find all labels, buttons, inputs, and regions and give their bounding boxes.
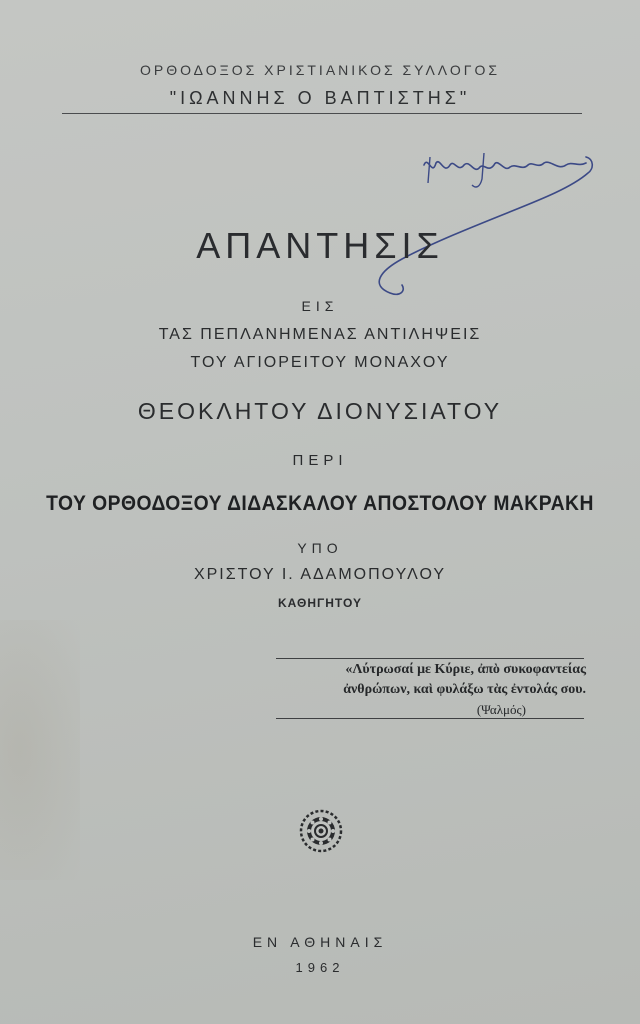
line-monk: ΤΟΥ ΑΓΙΟΡΕΙΤΟΥ ΜΟΝΑΧΟΥ xyxy=(190,354,450,371)
paper-stain xyxy=(0,620,80,880)
epigraph-rule-top xyxy=(276,658,584,659)
header-rule xyxy=(62,113,582,114)
line-ypo: ΥΠΟ xyxy=(297,540,343,556)
line-author-role: ΚΑΘΗΓΗΤΟΥ xyxy=(277,596,362,610)
imprint-place: ΕΝ ΑΘΗΝΑΙΣ xyxy=(252,934,388,950)
handwritten-signature xyxy=(372,135,612,305)
line-monk-name: ΘΕΟΚΛΗΤΟΥ ΔΙΟΝΥΣΙΑΤΟΥ xyxy=(137,398,503,424)
imprint-year: 1962 xyxy=(295,960,345,975)
epigraph-rule-bottom xyxy=(276,718,584,719)
line-subject: ΤΟΥ ΟΡΘΟΔΟΞΟΥ ΔΙΔΑΣΚΑΛΟΥ ΑΠΟΣΤΟΛΟΥ ΜΑΚΡΑΚΗ xyxy=(46,492,594,515)
main-title: ΑΠΑΝΤΗΣΙΣ xyxy=(196,225,444,266)
epigraph-line-2: ἀνθρώπων, καὶ φυλάξω τὰς ἐντολάς σου. xyxy=(343,682,586,697)
line-peri: ΠΕΡΙ xyxy=(292,452,348,469)
rosette-ornament-icon xyxy=(298,808,344,854)
epigraph-attribution: (Ψαλμός) xyxy=(476,702,526,717)
line-eis: ΕΙΣ xyxy=(301,298,339,314)
epigraph-line-1: «Λύτρωσαί με Κύριε, ἀπὸ συκοφαντείας xyxy=(345,662,586,677)
epigraph xyxy=(282,660,586,720)
line-misconceptions: ΤΑΣ ΠΕΠΛΑΝΗΜΕΝΑΣ ΑΝΤΙΛΗΨΕΙΣ xyxy=(158,326,482,343)
society-name: "ΙΩΑΝΝΗΣ Ο ΒΑΠΤΙΣΤΗΣ" xyxy=(169,88,471,108)
line-author: ΧΡΙΣΤΟΥ Ι. ΑΔΑΜΟΠΟΥΛΟΥ xyxy=(193,566,447,583)
society-line: ΟΡΘΟΔΟΞΟΣ ΧΡΙΣΤΙΑΝΙΚΟΣ ΣΥΛΛΟΓΟΣ xyxy=(139,62,501,78)
